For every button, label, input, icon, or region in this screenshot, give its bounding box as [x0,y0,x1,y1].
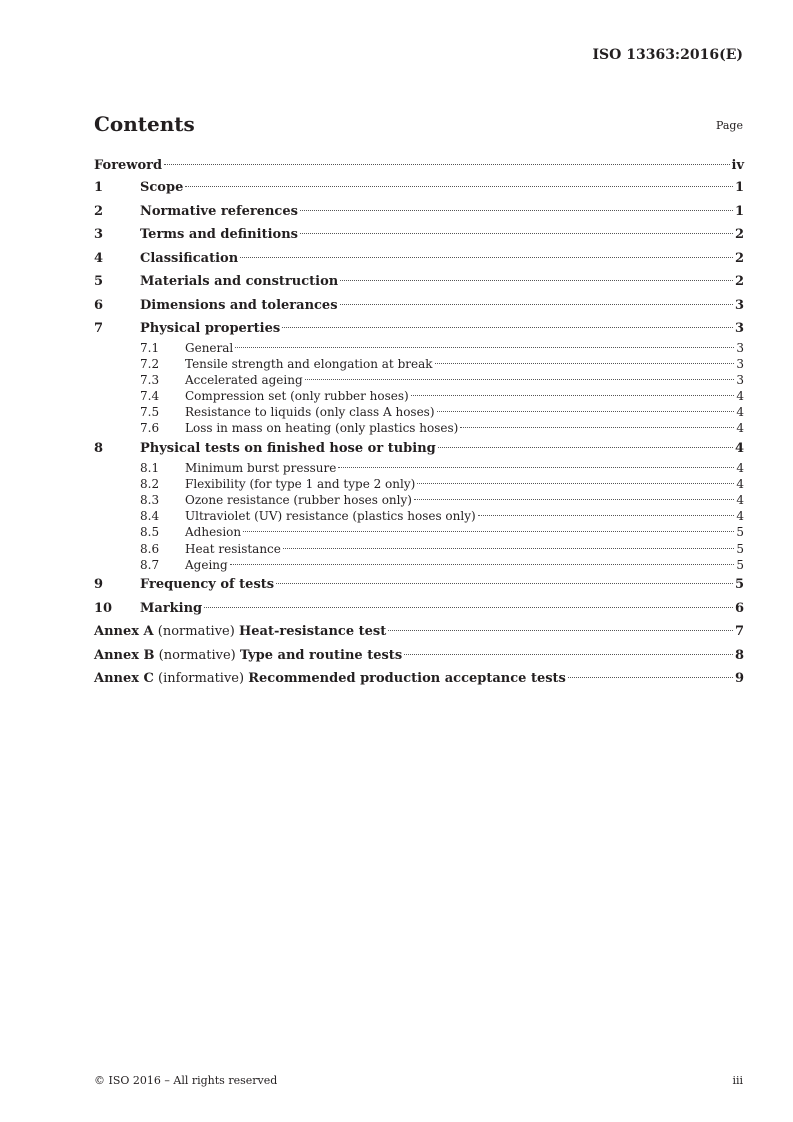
toc-page: 2 [734,250,744,266]
toc-label: Heat resistance [185,541,281,556]
toc-label: Marking [140,600,203,616]
toc-page: 4 [736,477,744,492]
toc-entry-scope[interactable] [94,177,744,199]
toc-number: 3 [94,227,104,242]
annex-type: (normative) [157,624,235,640]
toc-number: 2 [94,203,104,219]
dot-leader [164,164,729,165]
dot-leader [185,186,733,187]
page-column-label: Page [715,119,743,132]
dot-leader [411,395,735,396]
toc-label: Ultraviolet (UV) resistance (plastics hoses only) [185,509,476,524]
dot-leader [282,327,733,328]
toc-label: Accelerated ageing [185,373,303,388]
toc-page: 3 [734,321,744,336]
toc-entry-frequency[interactable] [94,574,744,596]
page-footer [94,1074,743,1087]
toc-subentry[interactable] [94,420,744,436]
toc-number: 8 [94,441,104,457]
toc-number: 8.6 [140,541,160,556]
standard-identifier: ISO 13363:2016(E) [592,47,743,63]
toc-number: 8.3 [140,493,160,508]
toc-page: 8 [734,647,744,663]
dot-leader [388,630,733,631]
toc-page: 4 [736,493,744,508]
toc-page: 1 [734,180,744,195]
toc-entry-dimensions[interactable] [94,295,744,317]
toc-entry-materials[interactable] [94,271,744,293]
dot-leader [204,607,733,608]
toc-number: 8.1 [140,461,160,476]
annex-title: Heat-resistance test [238,624,387,640]
toc-number: 7.4 [140,389,160,404]
dot-leader [438,447,733,448]
toc-number: 7.5 [140,405,160,420]
toc-page: 5 [734,577,744,593]
toc-page: 3 [736,373,744,388]
annex-type: (normative) [158,647,236,663]
toc-page: 6 [734,600,744,616]
toc-label: Loss in mass on heating (only plastics hoses) [185,421,459,436]
toc-number: 8.4 [140,509,160,524]
toc-entry-marking[interactable] [94,598,744,620]
dot-leader [276,583,733,584]
toc-page: 3 [736,341,744,355]
toc-label [94,621,386,643]
toc-label: Minimum burst pressure [185,461,337,476]
copyright-notice: © ISO 2016 – All rights reserved [94,1074,278,1087]
toc-label [94,645,402,667]
dot-leader [243,531,734,532]
toc-label: Physical tests on finished hose or tubing [140,441,436,457]
toc-entry-normative-references[interactable] [94,201,744,223]
toc-label: General [185,341,234,355]
toc-label: Ozone resistance (rubber hoses only) [185,493,412,508]
dot-leader [404,654,733,655]
annex-prefix: Annex C [94,671,154,687]
toc-label: Flexibility (for type 1 and type 2 only) [185,477,416,492]
toc-subentry[interactable] [94,492,744,508]
toc-number: 6 [94,297,104,313]
dot-leader [235,347,734,348]
toc-subentry[interactable] [94,524,744,540]
toc-label: Normative references [140,203,298,219]
toc-entry-terms[interactable] [94,224,744,246]
toc-label: Tensile strength and elongation at break [185,357,433,372]
toc-subentry[interactable] [94,356,744,372]
toc-label: Frequency of tests [140,577,275,593]
dot-leader [283,548,734,549]
toc-number: 10 [94,600,113,616]
toc-page: 4 [736,389,744,404]
toc-label: Resistance to liquids (only class A hoses) [185,405,435,420]
toc-entry-annex-a[interactable] [94,621,744,643]
dot-leader [435,363,735,364]
toc-label: Adhesion [185,525,242,540]
dot-leader [414,499,734,500]
toc-page: 5 [736,525,744,540]
toc-label: Compression set (only rubber hoses) [185,389,409,404]
toc-subentry[interactable] [94,541,744,557]
toc-entry-annex-b[interactable] [94,645,744,667]
toc-label: Dimensions and tolerances [140,297,338,313]
dot-leader [568,677,733,678]
toc-subentry[interactable] [94,476,744,492]
toc-entry-physical-properties[interactable] [94,318,744,340]
annex-prefix: Annex A [94,624,154,640]
toc-label [94,668,566,690]
toc-number: 9 [94,577,104,593]
annex-prefix: Annex B [94,647,155,663]
toc-page: 4 [734,441,744,457]
toc-page: 4 [736,405,744,420]
toc-entry-physical-tests[interactable] [94,438,744,460]
dot-leader [305,379,735,380]
toc-number: 4 [94,250,104,266]
toc-page: 7 [734,624,744,640]
toc-number: 7.2 [140,357,160,372]
toc-number: 7.1 [140,341,160,355]
toc-subentry[interactable] [94,340,744,356]
page-number: iii [732,1074,743,1087]
toc-page: 2 [734,274,744,289]
dot-leader [460,427,734,428]
annex-title: Type and routine tests [239,647,403,663]
dot-leader [338,467,734,468]
dot-leader [230,564,735,565]
toc-page: iv [731,157,744,173]
toc-page: 9 [734,671,744,687]
toc-label: Terms and definitions [140,227,298,242]
dot-leader [300,233,733,234]
toc-entry-foreword[interactable] [94,156,744,176]
toc-number: 1 [94,180,104,195]
toc-subentry[interactable] [94,557,744,573]
toc-subentry[interactable] [94,460,744,476]
toc-number: 7 [94,321,104,336]
dot-leader [340,280,733,281]
toc-number: 8.2 [140,477,160,492]
toc-entry-annex-c[interactable] [94,668,744,690]
toc-label: Classification [140,250,239,266]
toc-page: 4 [736,461,744,476]
table-of-contents [94,154,744,690]
toc-number: 7.6 [140,421,160,436]
toc-page: 3 [736,357,744,372]
toc-label: Materials and construction [140,274,339,289]
toc-label: Physical properties [140,321,281,336]
toc-label: Ageing [185,557,228,572]
toc-subentry[interactable] [94,508,744,524]
toc-page: 3 [734,297,744,313]
contents-title: Contents [94,112,195,136]
toc-number: 8.5 [140,525,160,540]
toc-page: 5 [736,557,744,572]
toc-page: 4 [736,509,744,524]
toc-number: 5 [94,274,104,289]
dot-leader [437,411,735,412]
annex-type: (informative) [158,671,245,687]
toc-label: Foreword [94,157,163,173]
toc-page: 1 [734,203,744,219]
annex-title: Recommended production acceptance tests [248,671,566,687]
toc-label: Scope [140,180,184,195]
toc-page: 4 [736,421,744,436]
toc-number: 7.3 [140,373,160,388]
toc-entry-classification[interactable] [94,248,744,270]
dot-leader [417,483,734,484]
toc-number: 8.7 [140,557,160,572]
toc-page: 2 [734,227,744,242]
toc-subentry[interactable] [94,404,744,420]
dot-leader [340,304,733,305]
toc-subentry[interactable] [94,388,744,404]
toc-page: 5 [736,541,744,556]
dot-leader [240,257,733,258]
toc-subentry[interactable] [94,372,744,388]
dot-leader [300,210,733,211]
dot-leader [478,515,735,516]
